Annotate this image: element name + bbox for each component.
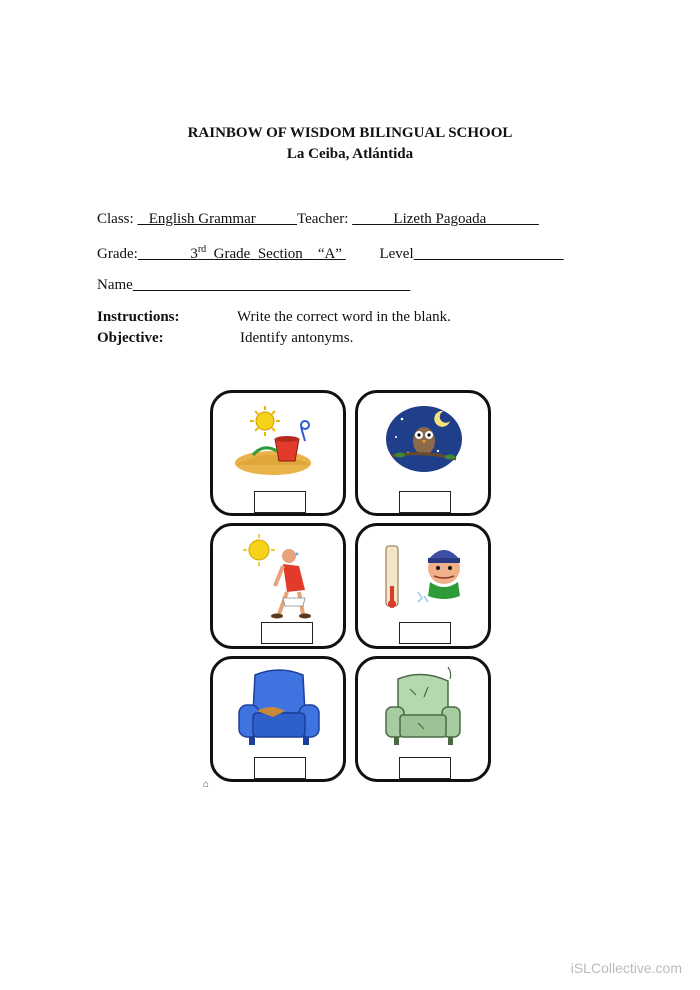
- teacher-value[interactable]: Lizeth Pagoada: [393, 211, 487, 227]
- class-value[interactable]: English Grammar: [148, 211, 256, 227]
- name-field[interactable]: [133, 277, 411, 293]
- answer-blank-5[interactable]: [254, 757, 306, 779]
- objective-label: Objective:: [97, 330, 164, 346]
- class-line: [97, 211, 539, 228]
- watermark: iSLCollective.com: [570, 960, 682, 976]
- corner-logo-icon: ⌂: [203, 779, 210, 790]
- answer-blank-2[interactable]: [399, 491, 451, 513]
- objective-text: Identify antonyms.: [240, 330, 354, 346]
- school-location: La Ceiba, Atlántida: [286, 146, 414, 162]
- school-name: RAINBOW OF WISDOM BILINGUAL SCHOOL: [187, 125, 513, 141]
- grade-label: Grade:: [97, 246, 138, 262]
- picture-card-2: [355, 390, 491, 516]
- picture-card-3: [210, 523, 346, 649]
- instructions-label: Instructions:: [97, 309, 180, 325]
- class-label: Class:: [97, 211, 134, 227]
- name-label: Name: [97, 277, 133, 293]
- grade-value[interactable]: 3rd Grade Section “A”: [190, 244, 342, 262]
- picture-card-1: [210, 390, 346, 516]
- level-label: Level: [379, 246, 414, 262]
- answer-blank-4[interactable]: [399, 622, 451, 644]
- picture-card-5: [210, 656, 346, 782]
- answer-blank-3[interactable]: [261, 622, 313, 644]
- name-line: [97, 277, 410, 294]
- teacher-label: Teacher:: [297, 211, 349, 227]
- picture-card-6: [355, 656, 491, 782]
- answer-blank-6[interactable]: [399, 757, 451, 779]
- picture-card-4: [355, 523, 491, 649]
- grade-line: [97, 244, 564, 263]
- answer-blank-1[interactable]: [254, 491, 306, 513]
- level-field[interactable]: [414, 246, 564, 262]
- instructions-text: Write the correct word in the blank.: [237, 309, 451, 325]
